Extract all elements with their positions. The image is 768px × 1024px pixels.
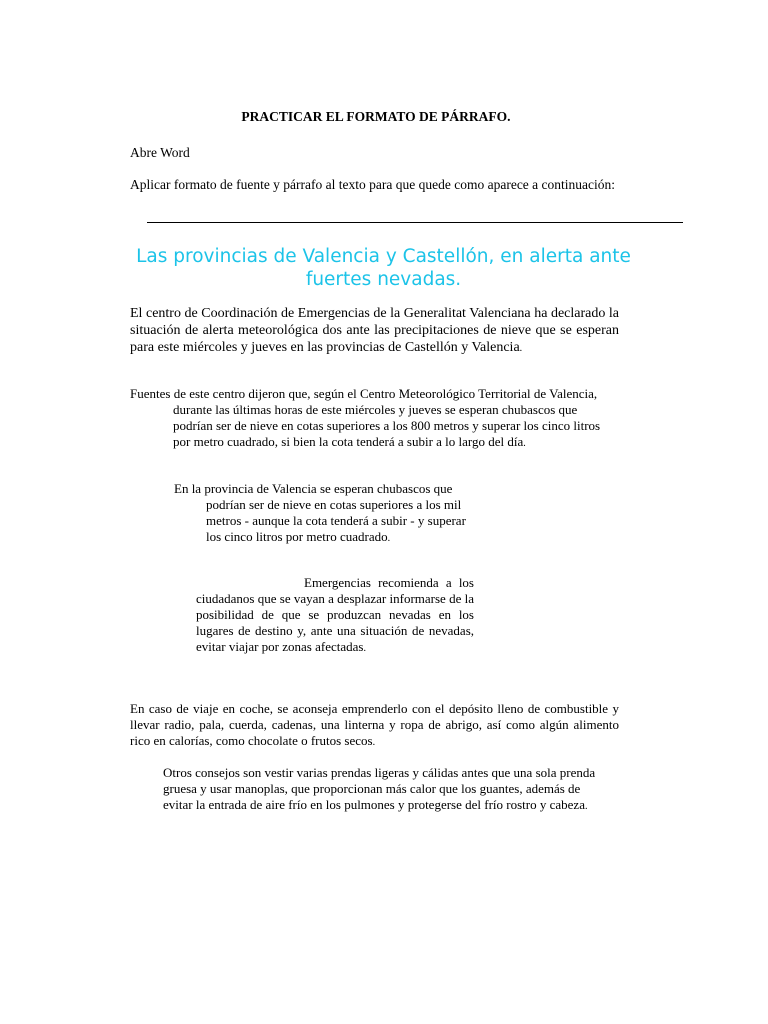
paragraph-text: Otros consejos son vestir varias prendas ligeras y cálidas antes que una sola prenda gruesa y usar manoplas, que proporcionan más calor que los guantes, además de evitar la entrada de aire frío en los pulmones y protegerse del frío rostro y cabeza (163, 765, 596, 812)
paragraph-end-mark: . (519, 343, 523, 354)
news-headline: Las provincias de Valencia y Castellón, en alerta ante fuertes nevadas. (136, 246, 631, 290)
paragraph-end-mark: . (584, 801, 588, 812)
paragraph-end-mark: . (523, 438, 526, 449)
paragraph-end-mark: . (372, 737, 376, 748)
paragraph-text: Emergencias recomienda a los ciudadanos que se vayan a desplazar informarse de la posibilidad de que se produzcan nevadas en los lugares de destino y, ante una situación de nevadas, evitar viajar por zonas afectadas (196, 575, 474, 654)
paragraph-end-mark: . (387, 533, 391, 544)
paragraph-otros-consejos (163, 765, 605, 815)
instruction-apply-format: Aplicar formato de fuente y párrafo al texto para que quede como aparece a continuación: (130, 177, 616, 192)
document-title: PRACTICAR EL FORMATO DE PÁRRAFO. (241, 109, 511, 124)
paragraph-emergencias-first-line-indent (196, 575, 474, 657)
paragraph-provincia-hanging (174, 481, 474, 547)
paragraph-fuentes-hanging (130, 386, 620, 452)
paragraph-end-mark: . (363, 643, 366, 654)
paragraph-text: El centro de Coordinación de Emergencias de la Generalitat Valenciana ha declarado la situación de alerta meteorológica dos ante las precipitaciones de nieve que se esperan para este miércoles y jueves en las provincias de Castellón y Valencia (130, 306, 619, 355)
instruction-open-word: Abre Word (130, 145, 190, 160)
paragraph-text: Fuentes de este centro dijeron que, según el Centro Meteorológico Territorial de Valencia, durante las últimas horas de este miércoles y jueves se esperan chubascos que podrían ser de nieve en cotas superiores a los 800 metros y superar los cinco litros por metro cuadrado, si bien la cota tenderá a subir a lo largo del día (130, 386, 601, 449)
paragraph-text: En la provincia de Valencia se esperan chubascos que podrían ser de nieve en cotas superiores a los mil metros - aunque la cota tenderá a subir - y superar los cinco litros por metro cuadrado (174, 481, 466, 544)
paragraph-viaje-coche (130, 701, 619, 751)
horizontal-divider (147, 222, 683, 223)
paragraph-text: En caso de viaje en coche, se aconseja emprenderlo con el depósito lleno de combustible y llevar radio, pala, cuerda, cadenas, una linterna y ropa de abrigo, así como algún alimento rico en calorías, como chocolate o frutos secos (130, 701, 619, 748)
paragraph-centro-coordinacion (130, 305, 619, 357)
